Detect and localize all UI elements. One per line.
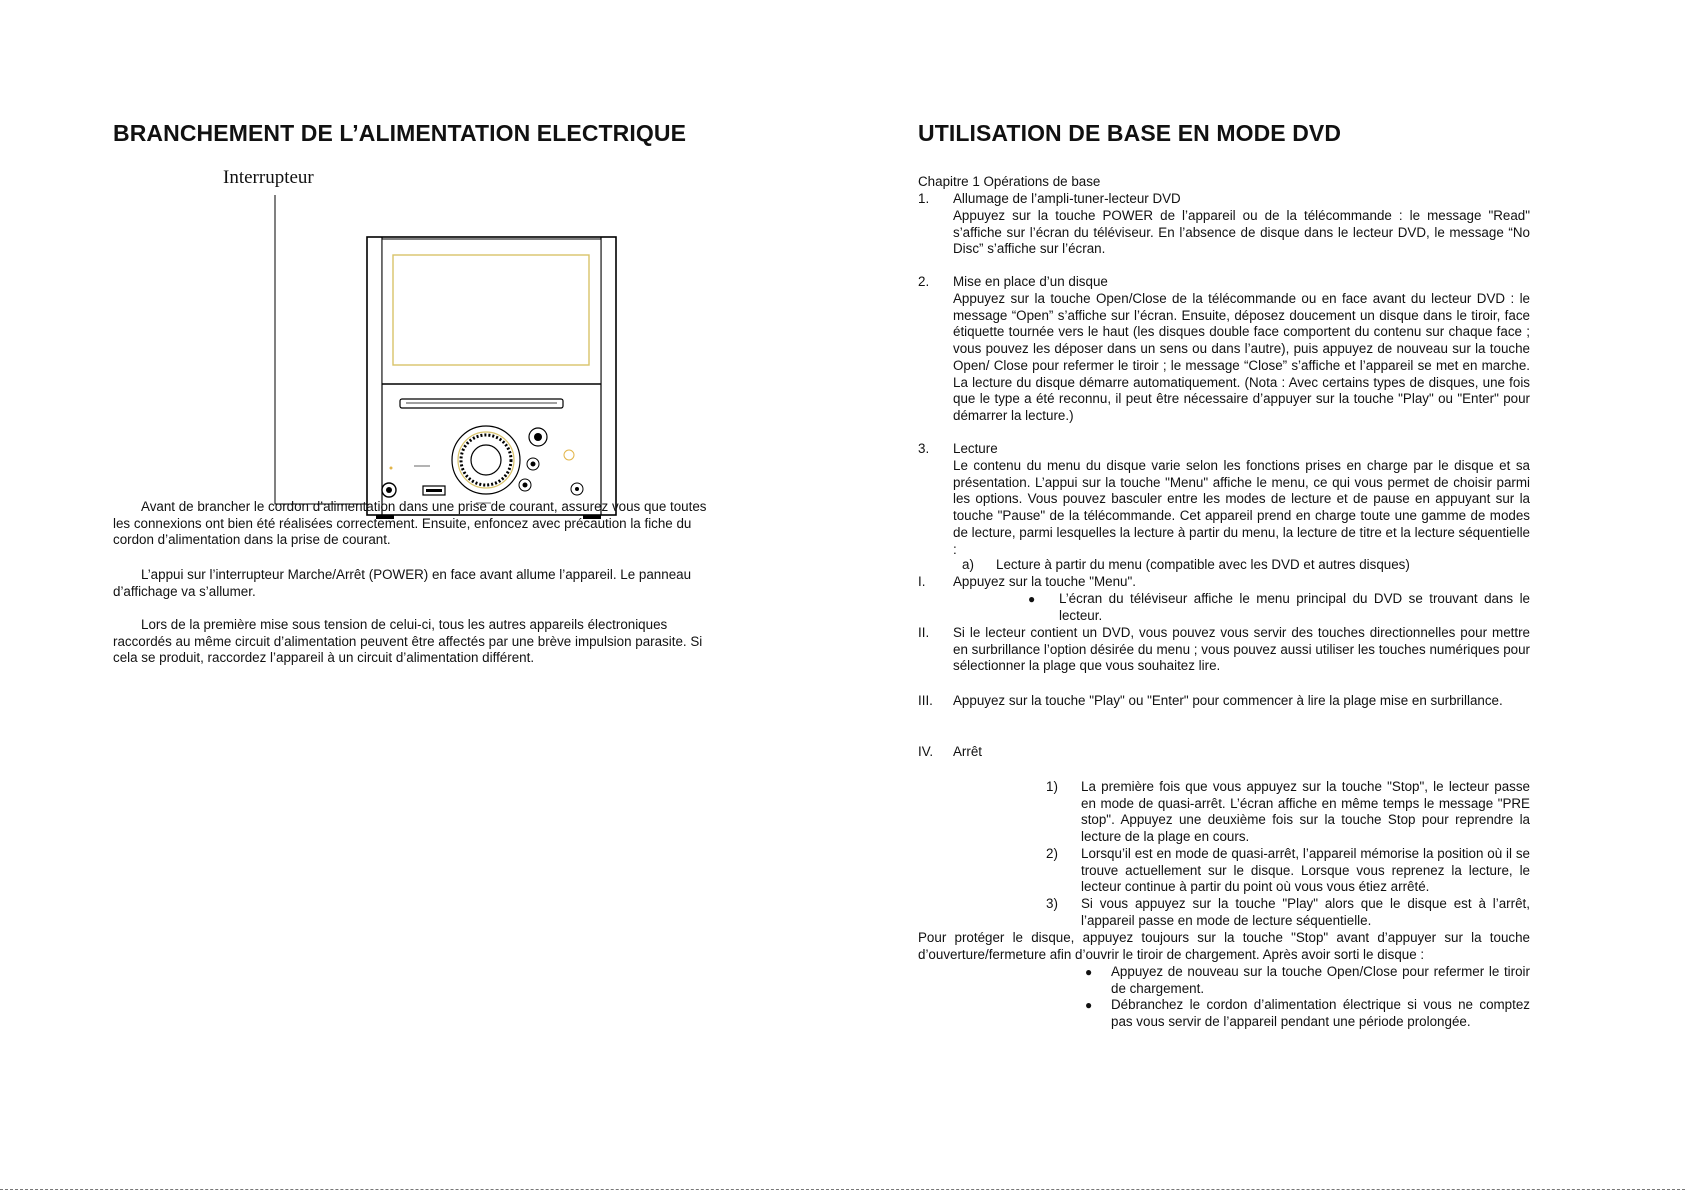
section-number: 3.	[918, 441, 930, 456]
section-body: Le contenu du menu du disque varie selon les fonctions prises en charge par le disque et sa présentation. L’appui sur la touche "Menu" affiche le menu, ce qui vous permet de choisir parmi les options. Vous pouvez basculer entre les modes de lecture et de pause en appuyant sur la touche "Pause" de la télécommande. Cet appareil prend en charge toute une gamme de modes de lecture, parmi lesquelles la lecture à partir du menu, la lecture de titre et la lecture séquentielle :	[953, 458, 1530, 557]
roman-numeral: I.	[918, 574, 926, 589]
section-number: 2.	[918, 274, 930, 289]
bullet-icon: ●	[1085, 965, 1093, 979]
right-page	[918, 120, 1530, 1029]
section-heading: Mise en place d’un disque	[953, 274, 1108, 289]
section-body: Appuyez sur la touche POWER de l’appareil ou de la télécommande : le message "Read" s’affiche sur l’écran du téléviseur. En l’absence de disque dans le lecteur DVD, le message “No Disc” s’affiche sur l’écran.	[953, 208, 1530, 257]
roman-numeral: IV.	[918, 744, 934, 759]
section-heading: Allumage de l’ampli-tuner-lecteur DVD	[953, 191, 1181, 206]
disc-protection-paragraph: Pour protéger le disque, appuyez toujours sur la touche "Stop" avant d’appuyer sur la touche d’ouverture/fermeture afin d’ouvrir le tiroir de chargement. Après avoir sorti le disque :	[918, 930, 1530, 962]
roman-item: Appuyez sur la touche "Menu".	[953, 574, 1136, 589]
stop-item-number: 1)	[1046, 779, 1058, 794]
list-marker: a)	[962, 557, 974, 572]
stop-item-number: 2)	[1046, 846, 1058, 861]
disc-tray-slot	[400, 399, 563, 408]
stop-item-number: 3)	[1046, 896, 1058, 911]
list-item: Lecture à partir du menu (compatible avec les DVD et autres disques)	[996, 557, 1410, 572]
left-page-title: BRANCHEMENT DE L’ALIMENTATION ELECTRIQUE	[113, 120, 687, 146]
leader-line	[275, 195, 370, 504]
bullet-icon: ●	[1028, 592, 1036, 606]
roman-numeral: III.	[918, 693, 933, 708]
bullet-item: Débranchez le cordon d’alimentation électrique si vous ne comptez pas vous servir de l’appareil pendant une période prolongée.	[1111, 997, 1530, 1029]
bullet-icon: ●	[1085, 998, 1093, 1012]
stop-item: La première fois que vous appuyez sur la touche "Stop", le lecteur passe en mode de quasi-arrêt. L’écran affiche en même temps le message "PRE stop". Appuyez une deuxième fois sur la touche Stop pour reprendre la lecture de la plage en cours.	[1081, 779, 1530, 845]
indicator-light-icon	[564, 450, 574, 460]
roman-item: Arrêt	[953, 744, 983, 759]
figure-label-interrupteur: Interrupteur	[223, 167, 314, 188]
stop-item: Si vous appuyez sur la touche "Play" alors que le disque est à l’arrêt, l’appareil passe en mode de lecture séquentielle.	[1081, 896, 1530, 928]
roman-numeral: II.	[918, 625, 930, 640]
power-switch-paragraph: L’appui sur l’interrupteur Marche/Arrêt (POWER) en face avant allume l’appareil. Le panneau d’affichage va s’allumer.	[113, 567, 692, 599]
roman-item: Si le lecteur contient un DVD, vous pouvez vous servir des touches directionnelles pour mettre en surbrillance l’option désirée du menu ; vous pouvez aussi utiliser les touches numériques pour sélectionner la plage que vous souhaitez lire.	[953, 625, 1530, 674]
section-number: 1.	[918, 191, 930, 206]
bullet-item: Appuyez de nouveau sur la touche Open/Close pour refermer le tiroir de chargement.	[1111, 964, 1530, 996]
bullet-item: L’écran du téléviseur affiche le menu principal du DVD se trouvant dans le lecteur.	[1059, 591, 1530, 623]
section-body: Appuyez sur la touche Open/Close de la télécommande ou en face avant du lecteur DVD : le message “Open” s’affiche sur l’écran. Ensuite, déposez doucement un disque dans le tiroir, face étiquette tournée vers le haut (les disques double face comportent du contenu sur chaque face ; vous pouvez les déposer dans un sens ou dans l’autre), puis appuyez de nouveau sur la touche Open/ Close pour refermer le tiroir ; le message “Close” s’affiche et l’appareil se met en marche. La lecture du disque démarre automatiquement. (Nota : Avec certains types de disques, une fois que le type a été reconnu, il peut être nécessaire d’appuyer sur la touche "Play" ou "Enter" pour démarrer la lecture.)	[953, 291, 1530, 423]
right-page-title: UTILISATION DE BASE EN MODE DVD	[918, 120, 1342, 146]
left-page	[113, 120, 723, 666]
roman-item: Appuyez sur la touche "Play" ou "Enter" pour commencer à lire la plage mise en surbrillance.	[953, 693, 1503, 708]
page-bottom-border	[0, 1189, 1685, 1190]
power-connection-paragraph: Avant de brancher le cordon d’alimentation dans une prise de courant, assurez vous que toutes les connexions ont bien été réalisées correctement. Ensuite, enfoncez avec précaution la fiche du cordon d’alimentation dans la prise de courant.	[113, 499, 707, 548]
display-screen	[393, 255, 589, 365]
chapter-heading: Chapitre 1 Opérations de base	[918, 174, 1101, 189]
stop-item: Lorsqu’il est en mode de quasi-arrêt, l’appareil mémorise la position où il se trouve actuellement sur le disque. Lorsque vous reprenez la lecture, le lecteur continue à partir du point où vous vous étiez arrêté.	[1081, 846, 1530, 895]
section-heading: Lecture	[953, 441, 998, 456]
first-power-on-paragraph: Lors de la première mise sous tension de celui-ci, tous les autres appareils électroniques raccordés au même circuit d’alimentation peuvent être affectés par une brève impulsion parasite. Si cela se produit, raccordez l’appareil à un circuit d’alimentation différent.	[113, 617, 703, 666]
